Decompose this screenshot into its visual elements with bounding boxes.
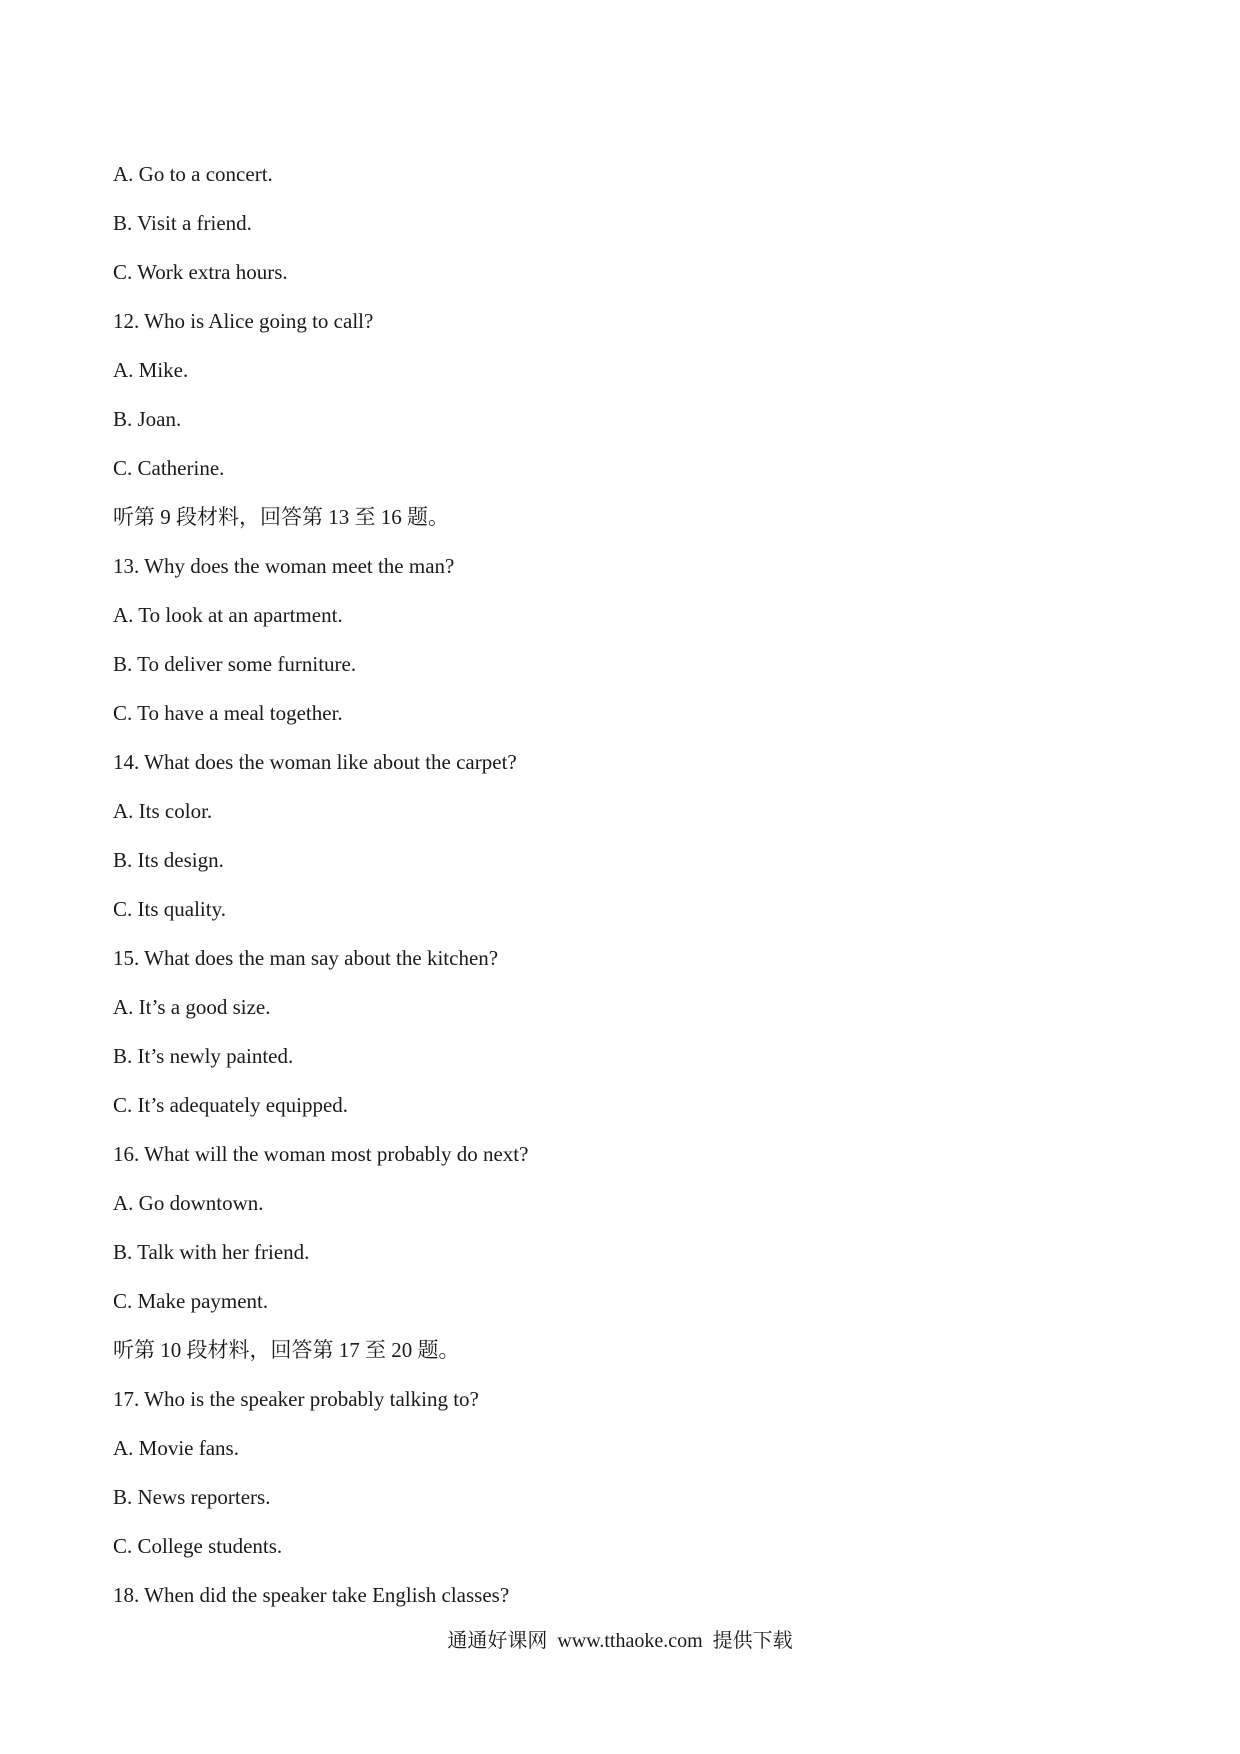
option-line: A. It’s a good size. bbox=[113, 995, 271, 1019]
option-line: C. It’s adequately equipped. bbox=[113, 1093, 349, 1117]
question-line: 16. What will the woman most probably do next? bbox=[113, 1142, 529, 1166]
question-line: 17. Who is the speaker probably talking to? bbox=[113, 1387, 479, 1411]
question-line: 18. When did the speaker take English classes? bbox=[113, 1583, 510, 1607]
option-line: C. Its quality. bbox=[113, 897, 226, 921]
option-line: C. Work extra hours. bbox=[113, 260, 288, 284]
option-line: B. To deliver some furniture. bbox=[113, 652, 357, 676]
page-footer: 通通好课网 www.tthaoke.com 提供下载 bbox=[447, 1630, 793, 1652]
option-line: A. Go downtown. bbox=[113, 1191, 264, 1215]
question-line: 15. What does the man say about the kitchen? bbox=[113, 946, 499, 970]
option-line: C. College students. bbox=[113, 1534, 283, 1558]
option-line: A. To look at an apartment. bbox=[113, 603, 343, 627]
option-line: B. Visit a friend. bbox=[113, 211, 252, 235]
option-line: B. Joan. bbox=[113, 407, 182, 431]
option-line: B. Talk with her friend. bbox=[113, 1240, 310, 1264]
option-line: B. News reporters. bbox=[113, 1485, 271, 1509]
question-line: 14. What does the woman like about the carpet? bbox=[113, 750, 517, 774]
option-line: A. Movie fans. bbox=[113, 1436, 239, 1460]
option-line: B. Its design. bbox=[113, 848, 224, 872]
option-line: A. Mike. bbox=[113, 358, 189, 382]
option-line: C. Catherine. bbox=[113, 456, 225, 480]
question-line: 12. Who is Alice going to call? bbox=[113, 309, 374, 333]
question-line: 13. Why does the woman meet the man? bbox=[113, 554, 455, 578]
option-line: A. Its color. bbox=[113, 799, 213, 823]
option-line: C. Make payment. bbox=[113, 1289, 269, 1313]
option-line: A. Go to a concert. bbox=[113, 162, 273, 186]
section-instruction: 听第 9 段材料，回答第 13 至 16 题。 bbox=[113, 505, 449, 529]
option-line: C. To have a meal together. bbox=[113, 701, 343, 725]
question-content bbox=[113, 156, 1133, 1626]
section-instruction: 听第 10 段材料，回答第 17 至 20 题。 bbox=[113, 1338, 460, 1362]
option-line: B. It’s newly painted. bbox=[113, 1044, 294, 1068]
